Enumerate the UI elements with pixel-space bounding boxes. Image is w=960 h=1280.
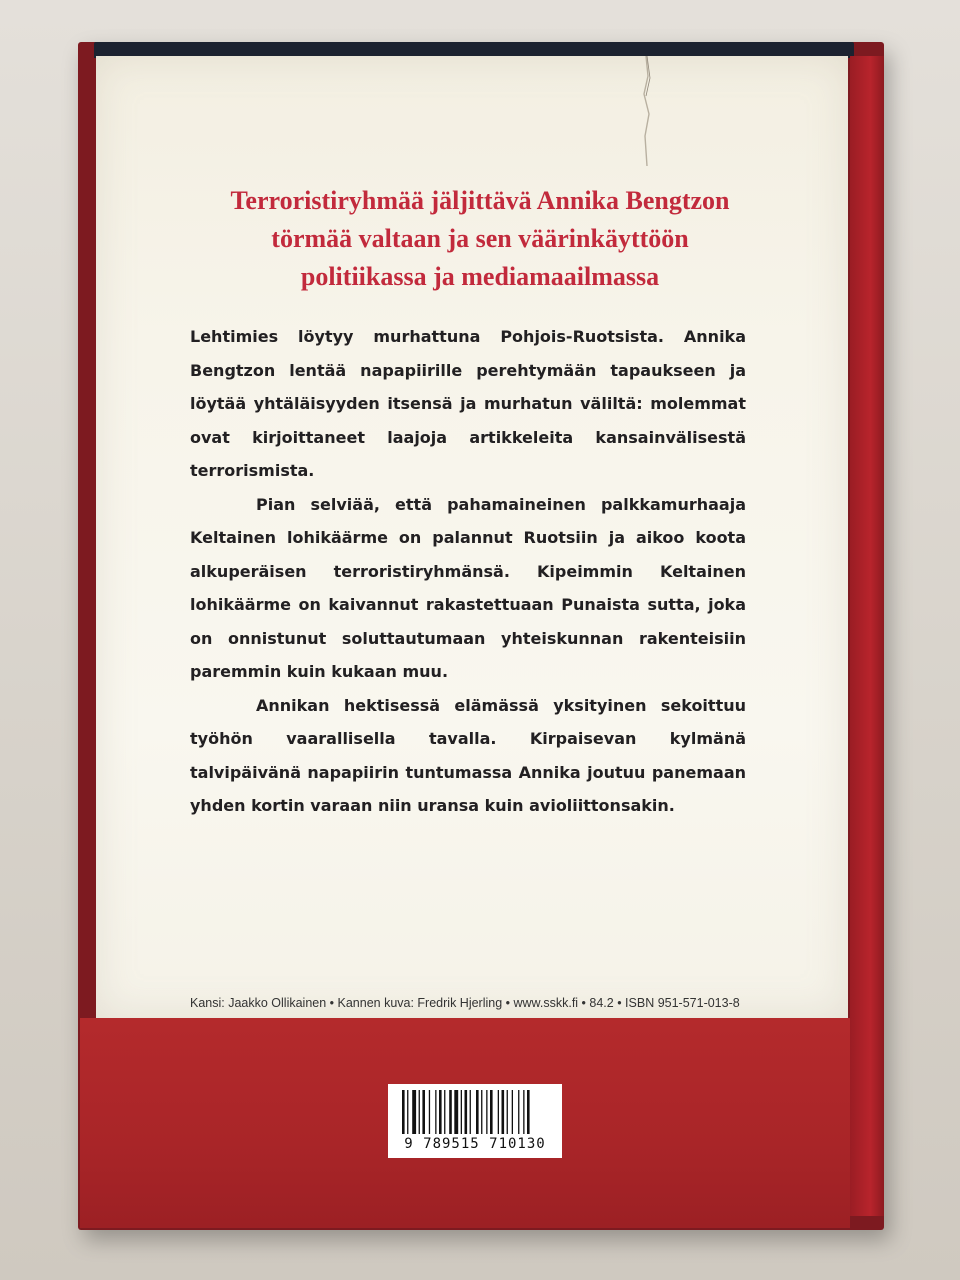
barcode-bar <box>486 1090 487 1134</box>
barcode-bar <box>490 1090 493 1134</box>
barcode-bar <box>429 1090 430 1134</box>
barcode-bar <box>465 1090 468 1134</box>
barcode-bar <box>412 1090 416 1134</box>
blurb-paragraph-3: Annikan hektisessä elämässä yksityinen sekoittuu työhön vaarallisella tavalla. Kirpaisevan kylmänä talvipäivänä napapiirin tuntumassa Annika joutuu panemaan yhden kortin varaan niin uransa kuin avioliittonsakin. <box>190 695 746 815</box>
headline-line-3: politiikassa ja mediamaailmassa <box>300 262 660 291</box>
headline-line-1: Terroristiryhmää jäljittävä Annika Bengtzon <box>230 186 730 215</box>
barcode-digits: 9 789515 710130 <box>404 1136 546 1152</box>
barcode-bars <box>388 1084 562 1136</box>
barcode-bar <box>481 1090 482 1134</box>
barcode-bar <box>518 1090 519 1134</box>
blurb-text <box>190 320 746 823</box>
cover-credits: Kansi: Jaakko Ollikainen • Kannen kuva: Fredrik Hjerling • www.sskk.fi • 84.2 • ISBN 951-571-013-8 <box>190 996 740 1010</box>
barcode-bar <box>476 1090 479 1134</box>
barcode-bar <box>523 1090 524 1134</box>
barcode-bar <box>449 1090 452 1134</box>
barcode-bar <box>461 1090 462 1134</box>
barcode-bar <box>444 1090 445 1134</box>
barcode-bar <box>512 1090 513 1134</box>
dust-jacket-tear <box>638 56 658 166</box>
barcode-bar <box>402 1090 405 1134</box>
barcode-bar <box>507 1090 508 1134</box>
barcode-bar <box>454 1090 458 1134</box>
headline-line-2: törmää valtaan ja sen väärinkäyttöön <box>271 224 689 253</box>
barcode-bar <box>422 1090 425 1134</box>
barcode-bar <box>407 1090 408 1134</box>
blurb-paragraph-2: Pian selviää, että pahamaineinen palkkamurhaaja Keltainen lohikäärme on palannut Ruotsiin ja aikoo koota alkuperäisen terroristiryhmänsä. Kipeimmin Keltainen lohikäärme on kaivannut rakastettuaan Punaista sutta, joka on onnistunut soluttautumaan yhteiskunnan rakenteisiin paremmin kuin kukaan muu. <box>190 494 746 681</box>
barcode-bar <box>470 1090 471 1134</box>
barcode-bar <box>502 1090 505 1134</box>
isbn-barcode <box>388 1084 562 1158</box>
barcode-bar <box>498 1090 499 1134</box>
cover-headline <box>100 182 860 296</box>
barcode-bar <box>435 1090 436 1134</box>
barcode-bar <box>527 1090 530 1134</box>
barcode-bar <box>439 1090 442 1134</box>
barcode-bar <box>419 1090 420 1134</box>
blurb-paragraph-1: Lehtimies löytyy murhattuna Pohjois-Ruotsista. Annika Bengtzon lentää napapiirille perehtymään tapaukseen ja löytää yhtäläisyyden itsensä ja murhatun väliltä: molemmat ovat kirjoittaneet laajoja artikkeleita kansainvälisestä terrorismista. <box>190 327 746 480</box>
